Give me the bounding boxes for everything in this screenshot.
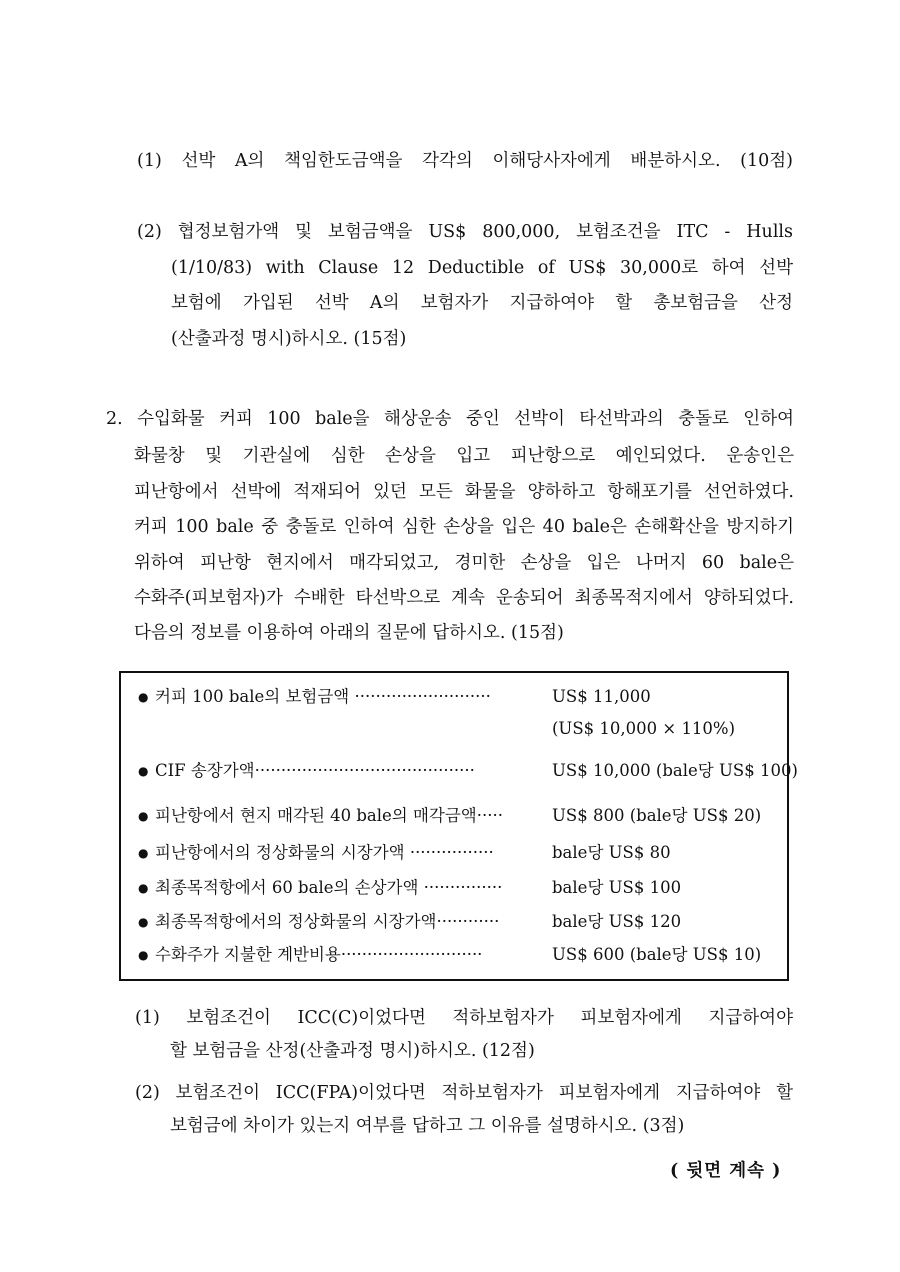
info-value: US$ 11,000 bbox=[552, 687, 651, 706]
bullet-icon: ● bbox=[138, 948, 149, 962]
question-2-2-line2: 보험금에 차이가 있는지 여부를 답하고 그 이유를 설명하시오. (3점) bbox=[170, 1116, 685, 1136]
info-value: US$ 10,000 (bale당 US$ 100) bbox=[552, 761, 798, 780]
question-2-2-line1: (2) 보험조건이 ICC(FPA)이었다면 적하보험자가 피보험자에게 지급하여야 할 bbox=[135, 1083, 793, 1103]
question-1-2-line3: 보험에 가입된 선박 A의 보험자가 지급하여야 할 총보험금을 산정 bbox=[171, 293, 793, 313]
question-2-1-line2: 할 보험금을 산정(산출과정 명시)하시오. (12점) bbox=[170, 1041, 535, 1061]
question-2-line3: 피난항에서 선박에 적재되어 있던 모든 화물을 양하하고 항해포기를 선언하였다. bbox=[134, 482, 794, 502]
question-1-1: (1) 선박 A의 책임한도금액을 각각의 이해당사자에게 배분하시오. (10점) bbox=[137, 151, 793, 171]
info-label: 수화주가 지불한 계반비용··························· bbox=[155, 945, 483, 964]
question-2-1-line1: (1) 보험조건이 ICC(C)이었다면 적하보험자가 피보험자에게 지급하여야 bbox=[135, 1008, 793, 1028]
info-value: bale당 US$ 80 bbox=[552, 843, 671, 862]
bullet-icon: ● bbox=[138, 881, 149, 895]
info-label: 피난항에서의 정상화물의 시장가액 ················ bbox=[155, 843, 494, 862]
question-1-2-line1: (2) 협정보험가액 및 보험금액을 US$ 800,000, 보험조건을 ITC - Hulls bbox=[137, 222, 793, 242]
bullet-icon: ● bbox=[138, 690, 149, 704]
info-label: 커피 100 bale의 보험금액 ·························· bbox=[155, 687, 491, 706]
info-value: bale당 US$ 120 bbox=[552, 912, 682, 931]
info-value: (US$ 10,000 × 110%) bbox=[552, 719, 736, 738]
question-2-line4: 커피 100 bale 중 충돌로 인하여 심한 손상을 입은 40 bale은 손해확산을 방지하기 bbox=[134, 517, 794, 537]
bullet-icon: ● bbox=[138, 809, 149, 823]
question-2-line5: 위하여 피난항 현지에서 매각되었고, 경미한 손상을 입은 나머지 60 bale은 bbox=[134, 553, 794, 573]
question-2-line1: 2. 수입화물 커피 100 bale을 해상운송 중인 선박이 타선박과의 충돌로 인하여 bbox=[106, 409, 794, 429]
continued-notice: ( 뒷면 계속 ) bbox=[670, 1161, 782, 1181]
info-label: 피난항에서 현지 매각된 40 bale의 매각금액····· bbox=[155, 806, 503, 825]
bullet-icon: ● bbox=[138, 915, 149, 929]
bullet-icon: ● bbox=[138, 764, 149, 778]
question-2-line6: 수화주(피보험자)가 수배한 타선박으로 계속 운송되어 최종목적지에서 양하되었다. bbox=[134, 588, 794, 608]
info-value: US$ 800 (bale당 US$ 20) bbox=[552, 806, 762, 825]
question-2-line2: 화물창 및 기관실에 심한 손상을 입고 피난항으로 예인되었다. 운송인은 bbox=[134, 446, 794, 466]
question-1-2-line2: (1/10/83) with Clause 12 Deductible of US$ 30,000로 하여 선박 bbox=[171, 258, 793, 278]
bullet-icon: ● bbox=[138, 846, 149, 860]
question-2-line7: 다음의 정보를 이용하여 아래의 질문에 답하시오. (15점) bbox=[134, 623, 564, 643]
info-value: bale당 US$ 100 bbox=[552, 878, 682, 897]
info-label: CIF 송장가액·········································· bbox=[155, 761, 475, 780]
question-1-2-line4: (산출과정 명시)하시오. (15점) bbox=[171, 329, 407, 349]
info-box bbox=[119, 671, 798, 981]
info-label: 최종목적항에서 60 bale의 손상가액 ··············· bbox=[155, 878, 503, 897]
info-value: US$ 600 (bale당 US$ 10) bbox=[552, 945, 762, 964]
info-label: 최종목적항에서의 정상화물의 시장가액············ bbox=[155, 912, 500, 931]
